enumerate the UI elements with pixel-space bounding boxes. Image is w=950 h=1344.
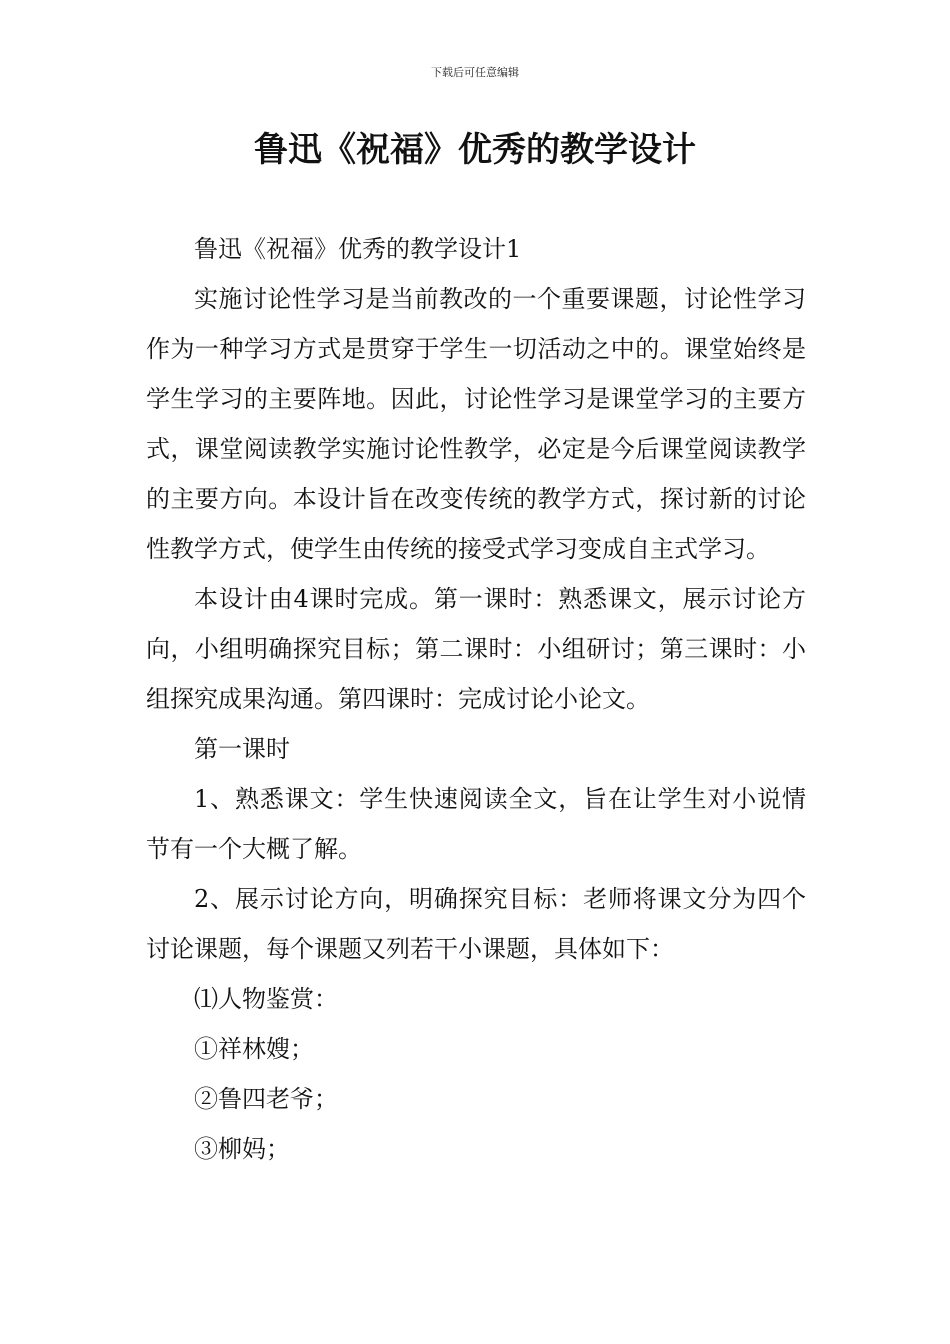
subtitle-paragraph: 鲁迅《祝福》优秀的教学设计1 bbox=[194, 235, 522, 263]
document-title: 鲁迅《祝福》优秀的教学设计 bbox=[254, 130, 696, 170]
list-item: ②鲁四老爷； bbox=[194, 1085, 338, 1113]
header-note: 下载后可任意编辑 bbox=[431, 66, 519, 79]
list-item: ③柳妈； bbox=[194, 1135, 290, 1163]
step-2-paragraph: 2、展示讨论方向，明确探究目标：老师将课文分为四个讨论课题，每个课题又列若干小课题，具体如下： bbox=[146, 885, 806, 963]
topic-heading: ⑴人物鉴赏： bbox=[194, 985, 338, 1013]
section-heading: 第一课时 bbox=[194, 735, 290, 763]
schedule-paragraph: 本设计由4课时完成。第一课时：熟悉课文，展示讨论方向，小组明确探究目标；第二课时：小组研讨；第三课时：小组探究成果沟通。第四课时：完成讨论小论文。 bbox=[146, 585, 806, 713]
intro-paragraph: 实施讨论性学习是当前教改的一个重要课题，讨论性学习作为一种学习方式是贯穿于学生一切活动之中的。课堂始终是学生学习的主要阵地。因此，讨论性学习是课堂学习的主要方式，课堂阅读教学实施讨论性教学，必定是今后课堂阅读教学的主要方向。本设计旨在改变传统的教学方式，探讨新的讨论性教学方式，使学生由传统的接受式学习变成自主式学习。 bbox=[146, 285, 806, 563]
step-1-paragraph: 1、熟悉课文：学生快速阅读全文，旨在让学生对小说情节有一个大概了解。 bbox=[146, 785, 806, 863]
list-item: ①祥林嫂； bbox=[194, 1035, 314, 1063]
document-body bbox=[146, 224, 806, 1174]
